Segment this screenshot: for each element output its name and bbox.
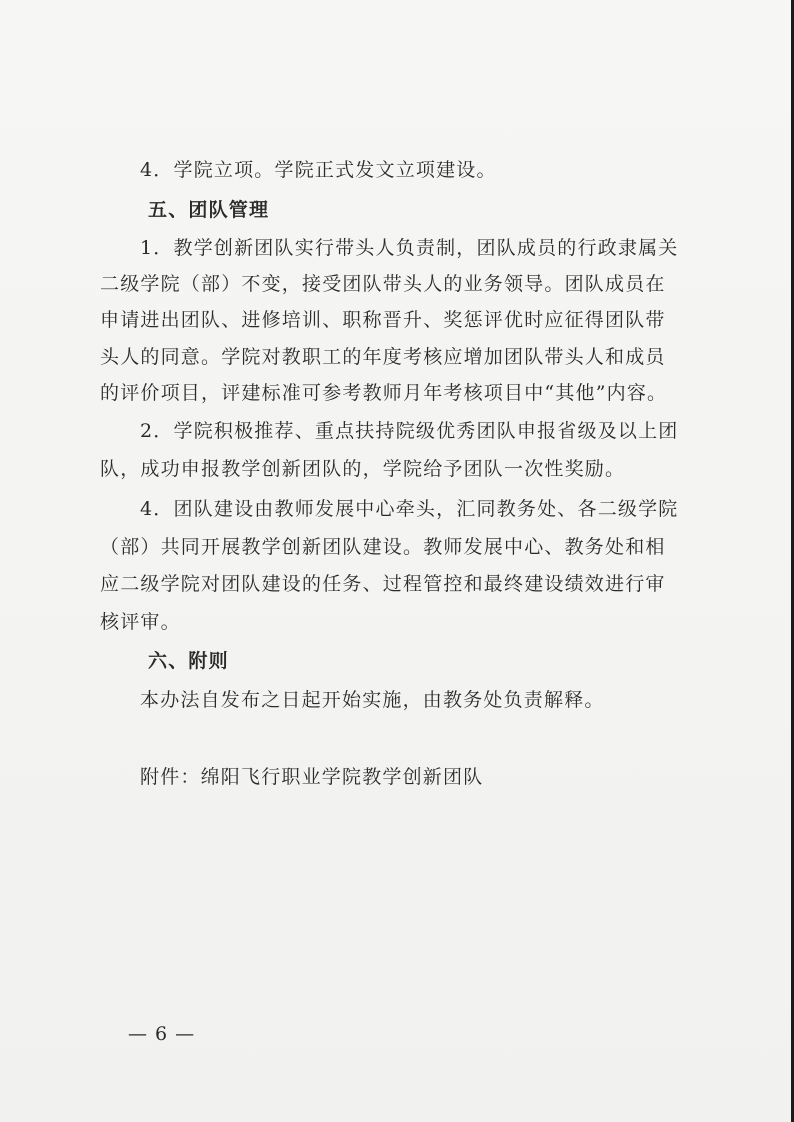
paragraph-1-line-1: 1．教学创新团队实行带头人负责制，团队成员的行政隶属关: [140, 237, 679, 259]
paragraph-2-line-1: 2．学院积极推荐、重点扶持院级优秀团队申报省级及以上团: [140, 420, 679, 442]
paragraph-4-line-1: 4．团队建设由教师发展中心牵头，汇同教务处、各二级学院: [140, 498, 679, 520]
paragraph-4-project: 4．学院立项。学院正式发文立项建设。: [140, 159, 497, 181]
paragraph-1-line-5: 的评价项目，评建标准可参考教师月年考核项目中“其他”内容。: [100, 382, 668, 404]
paragraph-1-line-3: 申请进出团队、进修培训、职称晋升、奖惩评优时应征得团队带: [100, 309, 666, 331]
paragraph-effective: 本办法自发布之日起开始实施，由教务处负责解释。: [140, 689, 605, 711]
attachment-line: 附件：绵阳飞行职业学院教学创新团队: [140, 766, 484, 788]
section-heading-team-management: 五、团队管理: [148, 199, 270, 221]
paragraph-1-line-4: 头人的同意。学院对教职工的年度考核应增加团队带头人和成员: [100, 346, 666, 368]
section-heading-supplementary: 六、附则: [148, 650, 229, 672]
paragraph-4-line-4: 核评审。: [100, 611, 181, 633]
paragraph-4-line-2: （部）共同开展教学创新团队建设。教师发展中心、教务处和相: [100, 536, 666, 558]
paragraph-2-line-2: 队，成功申报教学创新团队的，学院给予团队一次性奖励。: [100, 458, 626, 480]
paragraph-1-line-2: 二级学院（部）不变，接受团队带头人的业务领导。团队成员在: [100, 273, 666, 295]
page-number: — 6 —: [128, 1023, 196, 1045]
paragraph-4-line-3: 应二级学院对团队建设的任务、过程管控和最终建设绩效进行审: [100, 573, 666, 595]
